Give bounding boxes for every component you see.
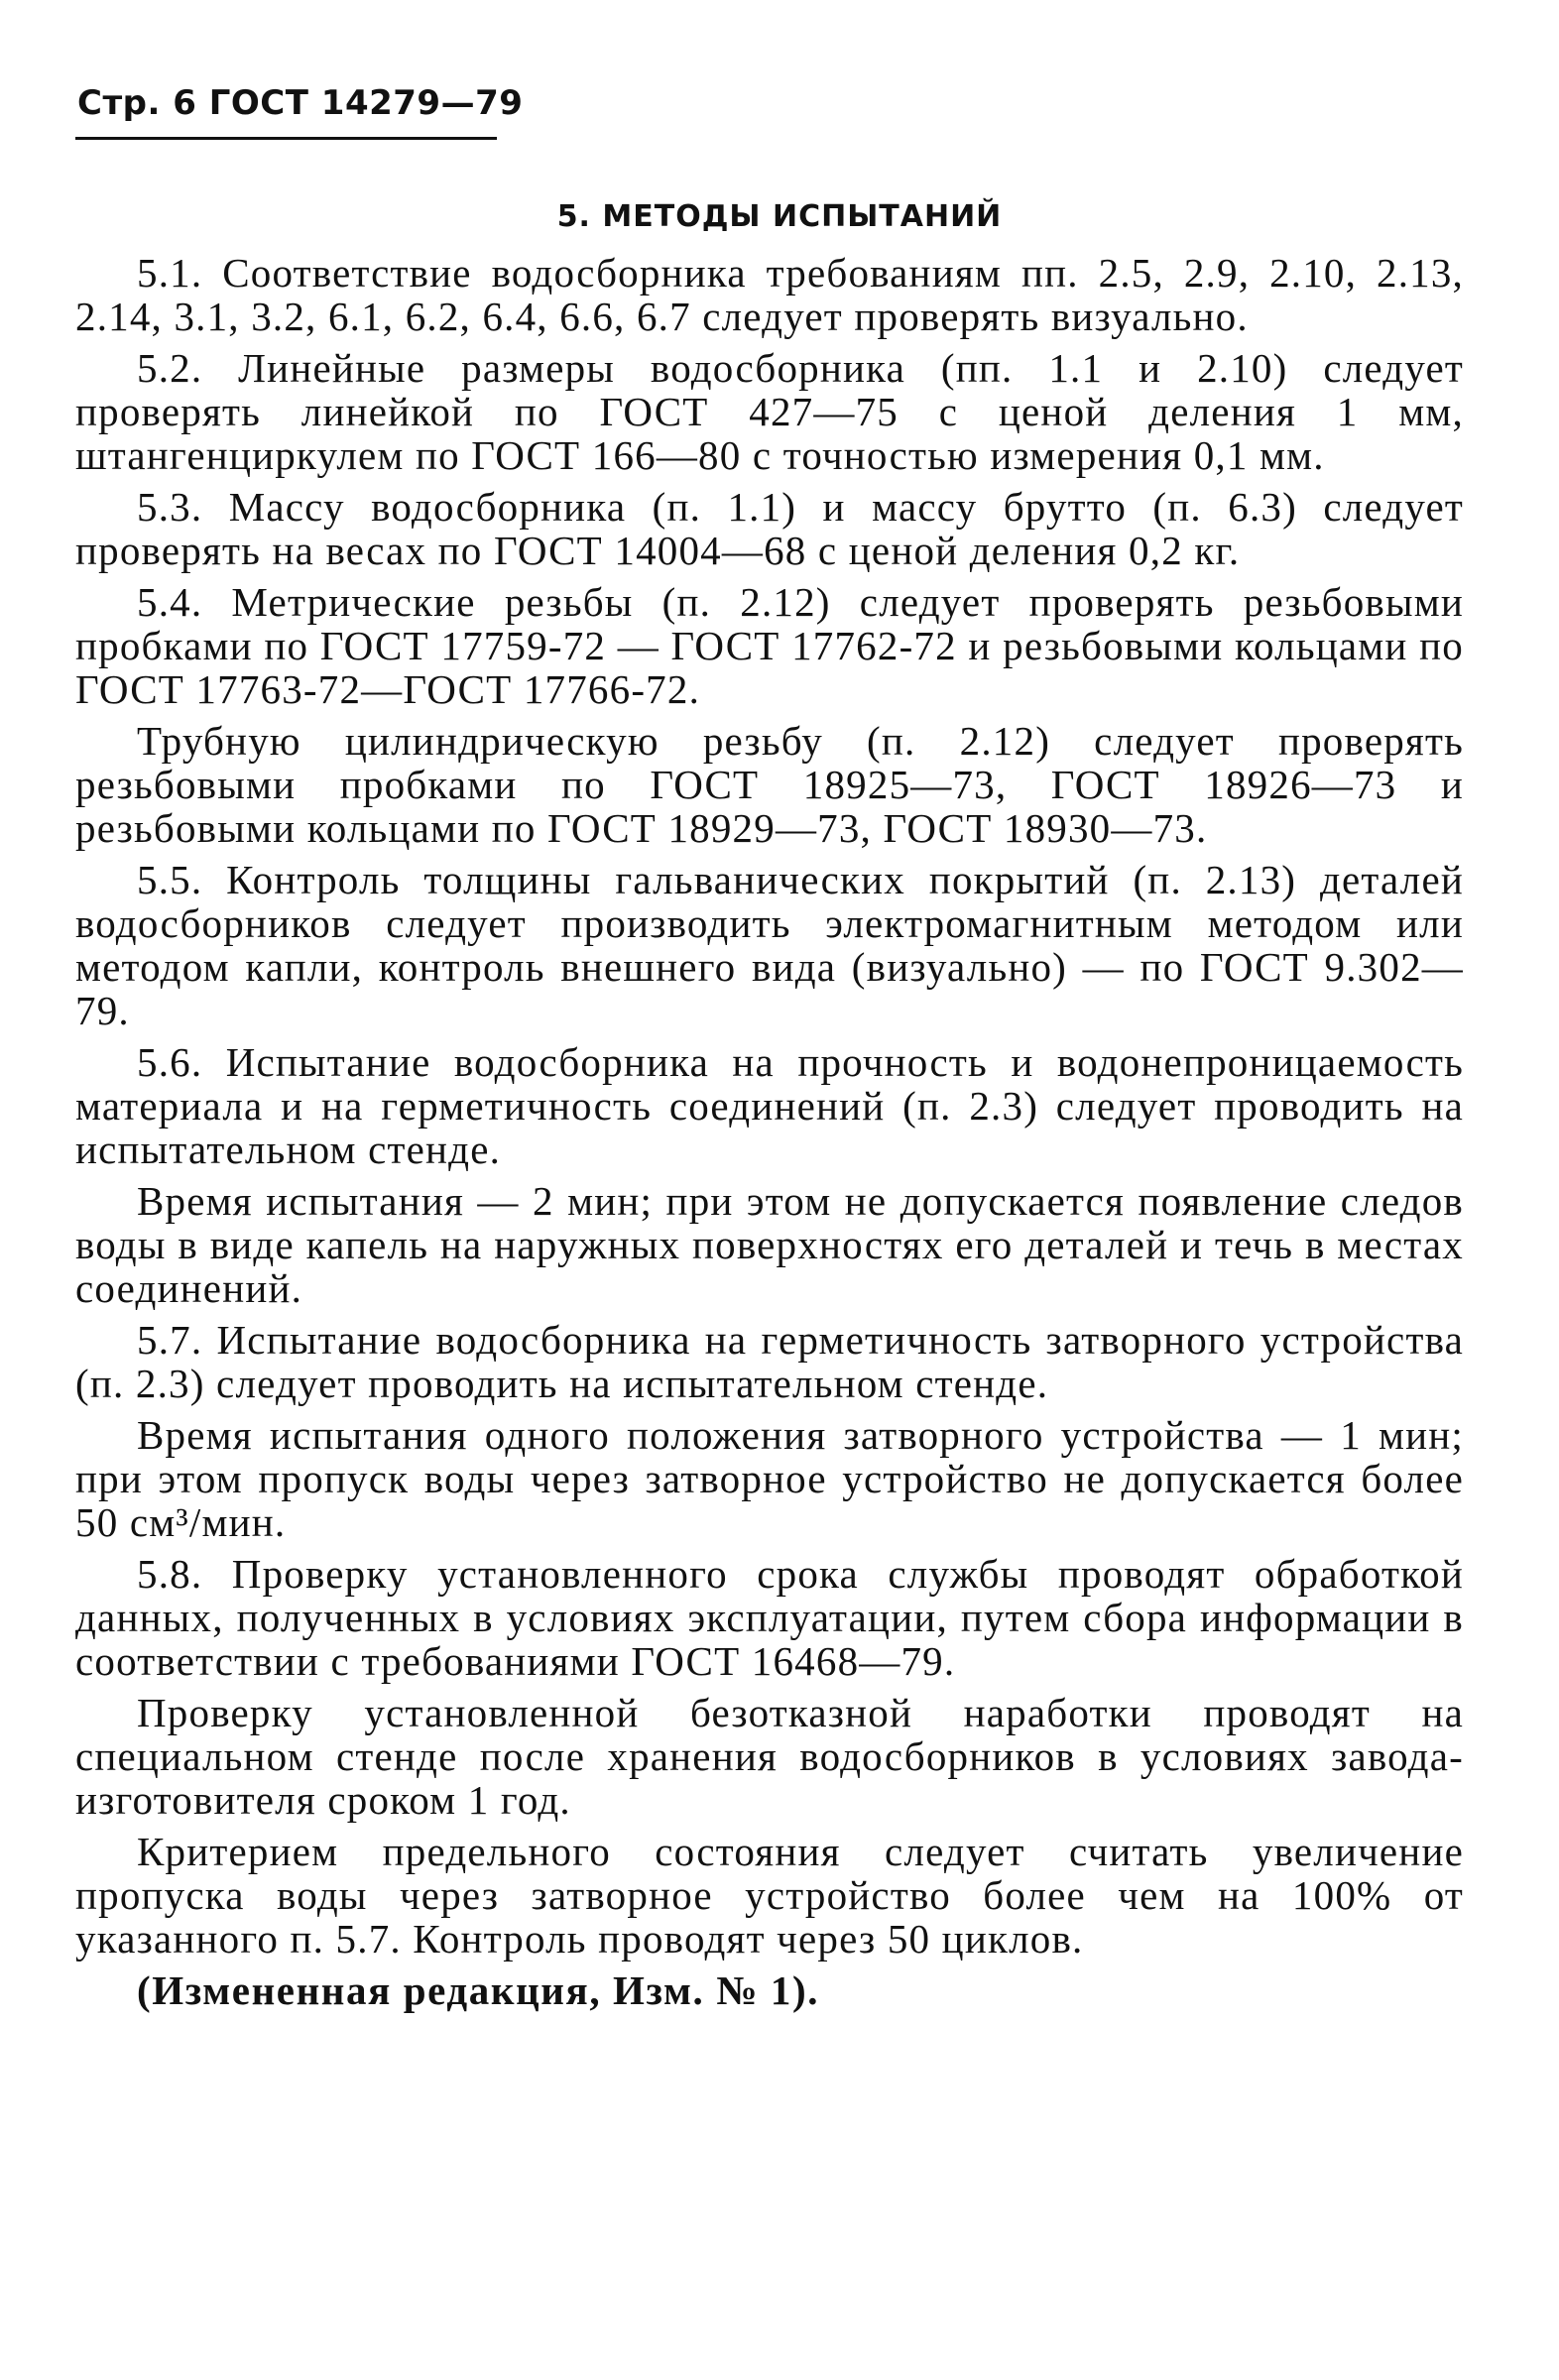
paragraph-5-8: 5.8. Проверку установленного срока службы проводят обработкой данных, полученных в условиях эксплуатации, путем сбора информации в соответствии с требованиями ГОСТ 16468—79.: [75, 1551, 1464, 1684]
paragraph-test-time-5-7: Время испытания одного положения затворного устройства — 1 мин; при этом пропуск воды через затворное устройство не допускается более 50 см³/мин.: [75, 1412, 1464, 1545]
amendment-note: (Измененная редакция, Изм. № 1).: [137, 1967, 820, 2013]
paragraph-5-2: 5.2. Линейные размеры водосборника (пп. 1.1 и 2.10) следует проверять линейкой по ГОСТ 427—75 с ценой деления 1 мм, штангенциркулем по ГОСТ 166—80 с точностью измерения 0,1 мм.: [75, 345, 1464, 478]
paragraph-test-time-5-6: Время испытания — 2 мин; при этом не допускается появление следов воды в виде капель на наружных поверхностях его деталей и течь в местах соединений.: [75, 1178, 1464, 1311]
paragraph-5-4: 5.4. Метрические резьбы (п. 2.12) следует проверять резьбовыми пробками по ГОСТ 17759-72 — ГОСТ 17762-72 и резьбовыми кольцами по ГОСТ 17763-72—ГОСТ 17766-72.: [75, 579, 1464, 712]
paragraph-5-3: 5.3. Массу водосборника (п. 1.1) и массу брутто (п. 6.3) следует проверять на весах по ГОСТ 14004—68 с ценой деления 0,2 кг.: [75, 484, 1464, 573]
page-header: Стр. 6 ГОСТ 14279—79: [77, 83, 524, 123]
section-title: 5. МЕТОДЫ ИСПЫТАНИЙ: [556, 199, 1003, 234]
paragraph-limit-criterion: Критерием предельного состояния следует считать увеличение пропуска воды через затворное устройство более чем на 100% от указанного п. 5.7. Контроль проводят через 50 циклов.: [75, 1829, 1464, 1962]
paragraph-5-6: 5.6. Испытание водосборника на прочность и водонепроницаемость материала и на герметичность соединений (п. 2.3) следует проводить на испытательном стенде.: [75, 1039, 1464, 1172]
header-rule: [75, 137, 497, 140]
paragraph-5-5: 5.5. Контроль толщины гальванических покрытий (п. 2.13) деталей водосборников следует производить электромагнитным методом или методом капли, контроль внешнего вида (визуально) — по ГОСТ 9.302—79.: [75, 857, 1464, 1033]
paragraph-reliability-test: Проверку установленной безотказной наработки проводят на специальном стенде после хранения водосборников в условиях завода-изготовителя сроком 1 год.: [75, 1690, 1464, 1823]
paragraph-5-1: 5.1. Соответствие водосборника требованиям пп. 2.5, 2.9, 2.10, 2.13, 2.14, 3.1, 3.2, 6.1, 6.2, 6.4, 6.6, 6.7 следует проверять визуально.: [75, 250, 1464, 339]
paragraph-5-7: 5.7. Испытание водосборника на герметичность затворного устройства (п. 2.3) следует проводить на испытательном стенде.: [75, 1317, 1464, 1406]
paragraph-pipe-thread: Трубную цилиндрическую резьбу (п. 2.12) следует проверять резьбовыми пробками по ГОСТ 18925—73, ГОСТ 18926—73 и резьбовыми кольцами по ГОСТ 18929—73, ГОСТ 18930—73.: [75, 718, 1464, 851]
body-text: [75, 251, 1464, 2020]
